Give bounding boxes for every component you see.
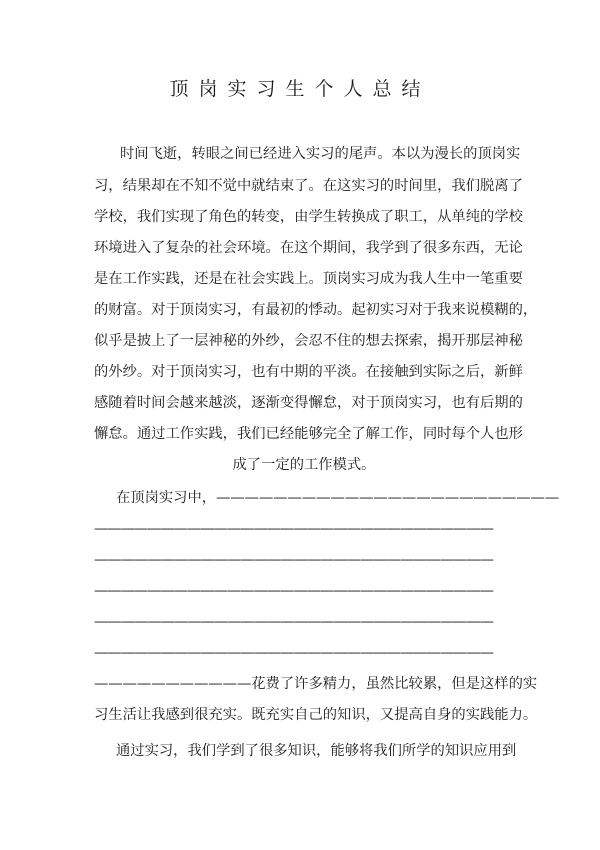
paragraph-3-line-1: 通过实习，我们学到了很多知识，能够将我们所学的知识应用到 bbox=[116, 743, 517, 759]
paragraph-2-line-3: —————————————————————————————— bbox=[94, 552, 493, 568]
paragraph-2-line-1: 在顶岗实习中，———————————————————————— bbox=[116, 490, 560, 506]
paragraph-1-line-9: 感随着时间会越来越淡，逐渐变得懈怠，对于顶岗实习，也有后期的 bbox=[94, 395, 523, 411]
paragraph-1-line-6: 的财富。对于顶岗实习，有最初的悸动。起初实习对于我来说模糊的， bbox=[94, 302, 538, 318]
paragraph-2-line-7: ———————————花费了许多精力，虽然比较累，但是这样的实 bbox=[94, 676, 538, 692]
paragraph-2-line-6: —————————————————————————————— bbox=[94, 645, 493, 661]
paragraph-1-line-4: 环境进入了复杂的社会环境。在这个期间，我学到了很多东西，无论 bbox=[94, 240, 523, 256]
paragraph-2-line-4: —————————————————————————————— bbox=[94, 583, 493, 599]
paragraph-1-line-8: 的外纱。对于顶岗实习，也有中期的平淡。在接触到实际之后，新鲜 bbox=[94, 364, 523, 380]
document-title: 顶岗实习生个人总结 bbox=[169, 78, 431, 100]
paragraph-2-line-8: 习生活让我感到很充实。既充实自己的知识，又提高自身的实践能力。 bbox=[94, 707, 538, 723]
paragraph-1-line-5: 是在工作实践，还是在社会实践上。顶岗实习成为我人生中一笔重要 bbox=[94, 271, 523, 287]
paragraph-1-line-11: 成了一定的工作模式。 bbox=[232, 457, 376, 473]
paragraph-2-line-2: —————————————————————————————— bbox=[94, 521, 493, 537]
paragraph-2-line-5: —————————————————————————————— bbox=[94, 614, 493, 630]
paragraph-1-line-2: 习，结果却在不知不觉中就结束了。在这实习的时间里，我们脱离了 bbox=[94, 178, 523, 194]
paragraph-1-line-7: 似乎是披上了一层神秘的外纱，会忍不住的想去探索，揭开那层神秘 bbox=[94, 333, 523, 349]
paragraph-1-line-3: 学校，我们实现了角色的转变，由学生转换成了职工，从单纯的学校 bbox=[94, 209, 523, 225]
paragraph-1-line-1: 时间飞逝，转眼之间已经进入实习的尾声。本以为漫长的顶岗实 bbox=[120, 146, 521, 162]
paragraph-1-line-10: 懈怠。通过工作实践，我们已经能够完全了解工作，同时每个人也形 bbox=[94, 426, 523, 442]
